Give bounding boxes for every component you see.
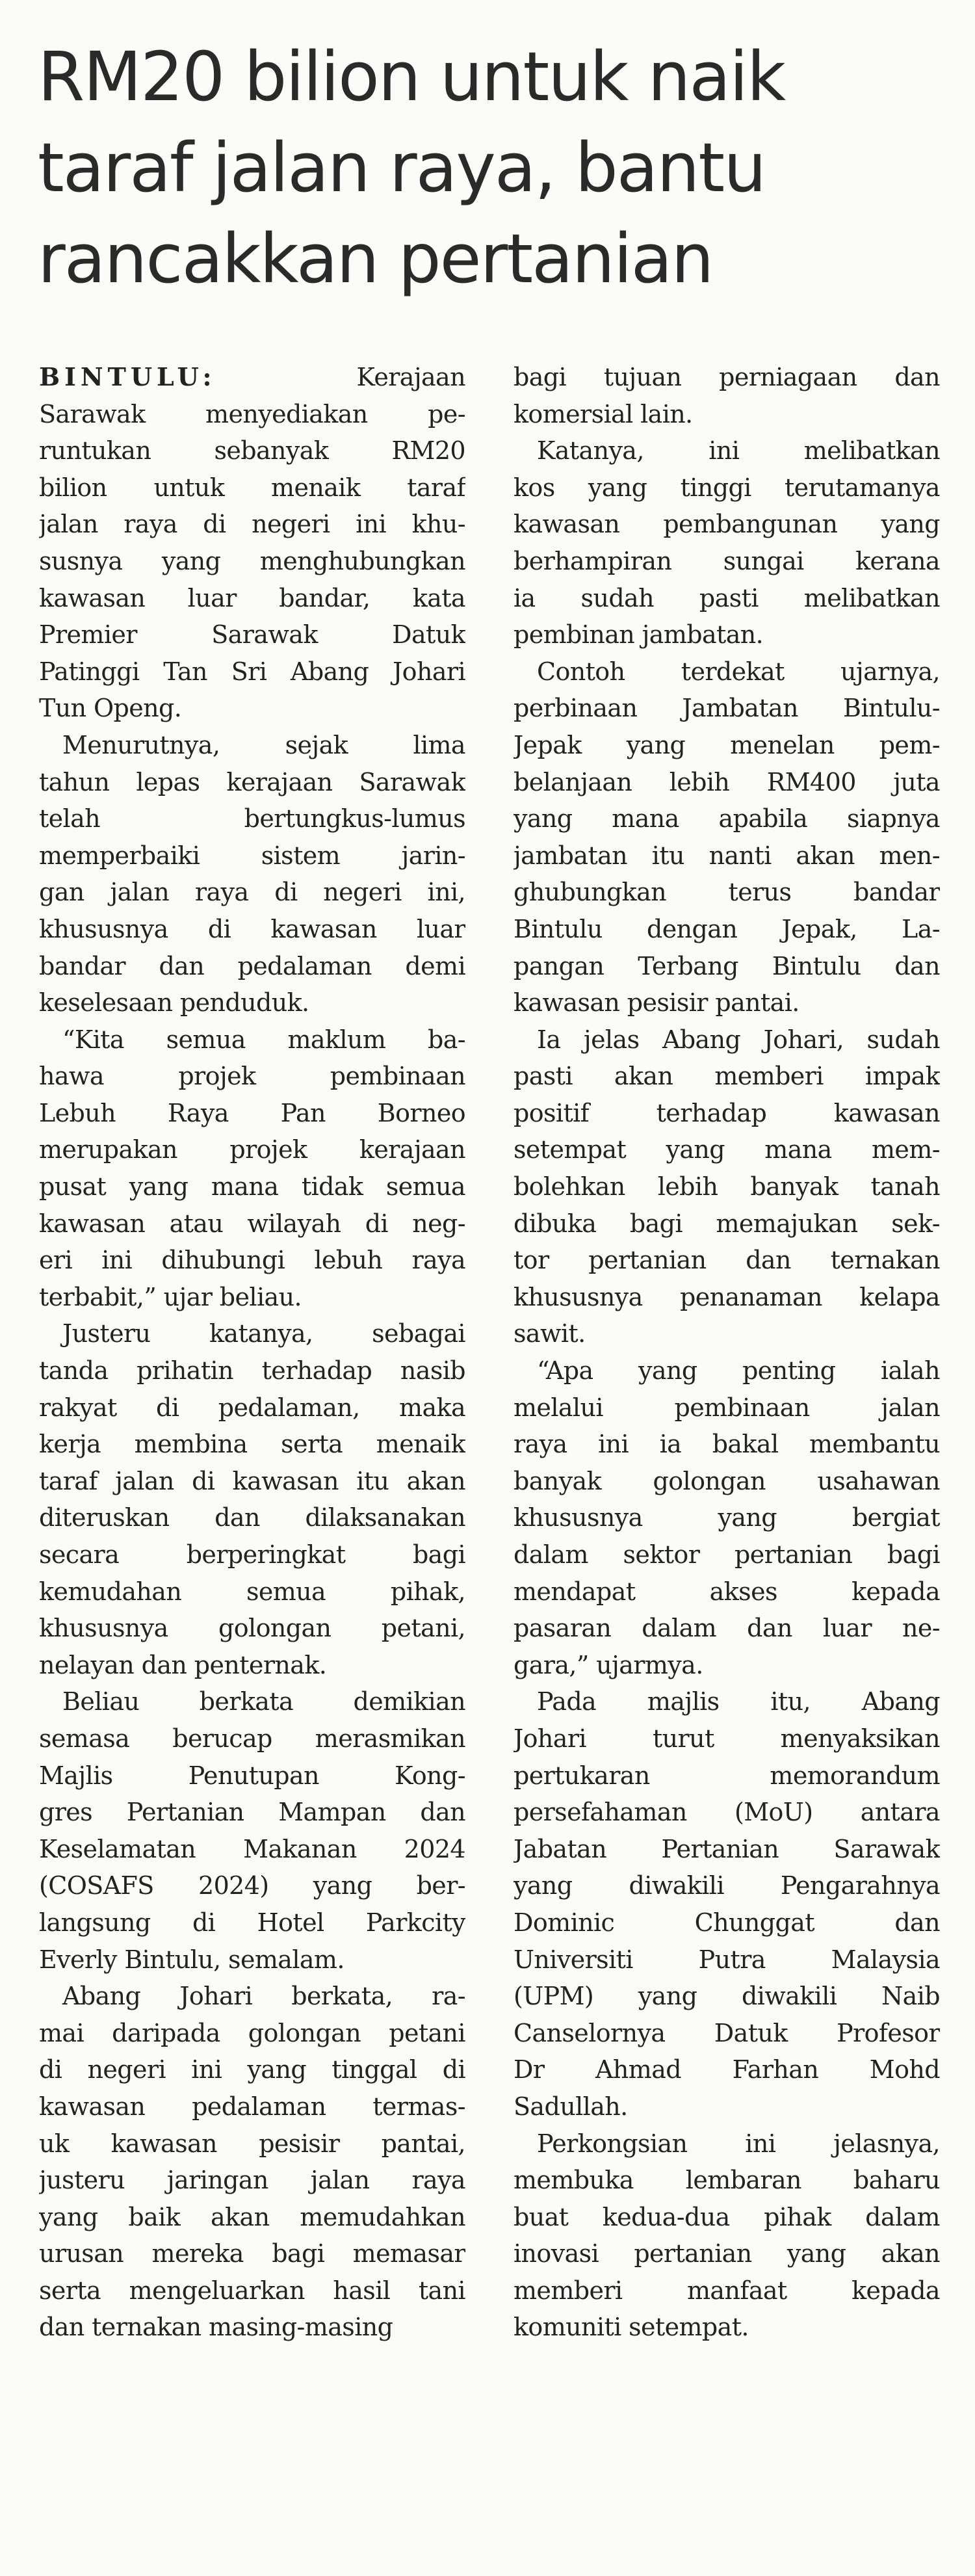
line-text: belanjaan lebih RM400 juta [514, 767, 940, 796]
article-column-left [39, 359, 465, 2346]
line-text: telah bertungkus-lumus [39, 804, 465, 834]
article-headline [38, 31, 941, 304]
line-text: urusan mereka bagi memasar [39, 2239, 465, 2268]
line-text: persefahaman (MoU) antara [514, 1798, 940, 1827]
paragraph-line [514, 1978, 940, 2015]
paragraph-line [39, 2199, 465, 2236]
line-text: pasti akan memberi impak [514, 1062, 940, 1091]
paragraph-line [39, 1315, 465, 1352]
article-paragraph [39, 1021, 465, 1316]
paragraph-line [39, 1941, 465, 1978]
line-text: Dr Ahmad Farhan Mohd [514, 2055, 940, 2084]
paragraph-line [514, 1794, 940, 1831]
line-text: pembinan jambatan. [514, 620, 764, 650]
paragraph-line [39, 1683, 465, 1720]
paragraph-line [39, 984, 465, 1021]
paragraph-line [39, 2272, 465, 2309]
line-text: dalam sektor pertanian bagi [514, 1540, 940, 1569]
paragraph-line [39, 432, 465, 469]
paragraph-line [39, 2235, 465, 2272]
paragraph-line [39, 616, 465, 653]
paragraph-line [39, 1168, 465, 1205]
paragraph-line [39, 1867, 465, 1904]
paragraph-line [39, 764, 465, 801]
line-text: membuka lembaran baharu [514, 2166, 940, 2195]
line-text: Perkongsian ini jelasnya, [537, 2129, 940, 2158]
line-text: perbinaan Jambatan Bintulu- [514, 694, 940, 723]
line-text: raya ini ia bakal membantu [514, 1430, 940, 1459]
line-text: pertukaran memorandum [514, 1761, 940, 1790]
paragraph-line [514, 1941, 940, 1978]
paragraph-line [39, 948, 465, 985]
paragraph-line [39, 1757, 465, 1794]
line-text: kawasan atau wilayah di neg- [39, 1209, 465, 1238]
paragraph-line [514, 2015, 940, 2052]
paragraph-line [39, 2088, 465, 2125]
line-text: mendapat akses kepada [514, 1577, 940, 1606]
article-paragraph [39, 727, 465, 1021]
dateline: BINTULU: [39, 362, 216, 391]
line-text: ia sudah pasti melibatkan [514, 583, 940, 612]
paragraph-line [514, 2162, 940, 2199]
paragraph-line [514, 1610, 940, 1647]
line-text: sawit. [514, 1319, 586, 1348]
line-text: dibuka bagi memajukan sek- [514, 1209, 940, 1238]
paragraph-line [39, 1463, 465, 1500]
paragraph-line [514, 1573, 940, 1610]
line-text: serta mengeluarkan hasil tani [39, 2276, 465, 2305]
line-text: susnya yang menghubungkan [39, 546, 465, 575]
paragraph-line [39, 1720, 465, 1757]
paragraph-line [514, 469, 940, 506]
line-text: dan ternakan masing-masing [39, 2313, 393, 2342]
line-text: merupakan projek kerajaan [39, 1135, 465, 1164]
paragraph-line [514, 543, 940, 580]
paragraph-line [514, 800, 940, 837]
line-text: Patinggi Tan Sri Abang Johari [39, 657, 465, 686]
paragraph-line [39, 911, 465, 948]
line-text: justeru jaringan jalan raya [39, 2166, 465, 2195]
paragraph-line [514, 764, 940, 801]
line-text: kawasan pesisir pantai. [514, 988, 800, 1018]
paragraph-line [514, 1683, 940, 1720]
line-text: komuniti setempat. [514, 2313, 749, 2342]
paragraph-line [39, 1131, 465, 1168]
paragraph-line [514, 1904, 940, 1941]
line-text: Lebuh Raya Pan Borneo [39, 1098, 465, 1127]
line-text: setempat yang mana mem- [514, 1135, 940, 1164]
line-text: secara berperingkat bagi [39, 1540, 465, 1569]
paragraph-line [39, 2309, 465, 2346]
paragraph-line [514, 616, 940, 653]
line-text: khususnya yang bergiat [514, 1503, 940, 1532]
paragraph-line [514, 690, 940, 727]
line-text: yang diwakili Pengarahnya [514, 1871, 940, 1900]
line-text: langsung di Hotel Parkcity [39, 1908, 465, 1937]
line-text: Ia jelas Abang Johari, sudah [537, 1025, 940, 1054]
paragraph-line [514, 1021, 940, 1058]
line-text: khususnya penanaman kelapa [514, 1282, 940, 1311]
line-text: kawasan luar bandar, kata [39, 583, 465, 612]
paragraph-line [514, 359, 940, 396]
paragraph-line [514, 396, 940, 433]
paragraph-line [514, 1867, 940, 1904]
paragraph-line [514, 1831, 940, 1868]
paragraph-line [39, 1573, 465, 1610]
line-text: (COSAFS 2024) yang ber- [39, 1871, 465, 1900]
paragraph-line [39, 1021, 465, 1058]
paragraph-line [514, 1242, 940, 1279]
paragraph-line [514, 580, 940, 617]
line-text: bolehkan lebih banyak tanah [514, 1172, 940, 1202]
line-text: kawasan pedalaman termas- [39, 2092, 465, 2121]
line-text: semasa berucap merasmikan [39, 1724, 465, 1753]
paragraph-line [39, 1610, 465, 1647]
line-text: melalui pembinaan jalan [514, 1393, 940, 1422]
line-text: Jabatan Pertanian Sarawak [514, 1834, 940, 1863]
line-text: hawa projek pembinaan [39, 1062, 465, 1091]
paragraph-line [39, 1831, 465, 1868]
line-text: memberi manfaat kepada [514, 2276, 940, 2305]
line-text: Keselamatan Makanan 2024 [39, 1834, 465, 1863]
paragraph-line [39, 653, 465, 690]
paragraph-line [39, 1058, 465, 1095]
paragraph-line [514, 1168, 940, 1205]
article-paragraph [514, 1352, 940, 1683]
paragraph-line [39, 2162, 465, 2199]
paragraph-line [514, 1499, 940, 1536]
line-text: jalan raya di negeri ini khu- [39, 510, 465, 539]
paragraph-line [514, 2088, 940, 2125]
line-text: Kerajaan [356, 363, 465, 391]
paragraph-line [514, 948, 940, 985]
paragraph-line [39, 1352, 465, 1389]
paragraph-line [514, 1205, 940, 1242]
paragraph-line [514, 2051, 940, 2088]
line-text: pangan Terbang Bintulu dan [514, 951, 940, 980]
line-text: Justeru katanya, sebagai [62, 1319, 465, 1348]
paragraph-line [514, 911, 940, 948]
line-text: positif terhadap kawasan [514, 1098, 940, 1127]
paragraph-line [39, 874, 465, 911]
paragraph-line [39, 469, 465, 506]
line-text: tanda prihatin terhadap nasib [39, 1356, 465, 1386]
line-text: terbabit,” ujar beliau. [39, 1282, 302, 1311]
line-text: khususnya golongan petani, [39, 1614, 465, 1643]
article-paragraph [39, 1683, 465, 1978]
line-text: Menurutnya, sejak lima [62, 730, 465, 759]
line-text: Everly Bintulu, semalam. [39, 1945, 344, 1974]
paragraph-line [514, 1131, 940, 1168]
line-text: bandar dan pedalaman demi [39, 951, 465, 980]
paragraph-line [39, 1242, 465, 1279]
article-column-right [514, 359, 940, 2346]
line-text: gan jalan raya di negeri ini, [39, 878, 465, 907]
line-text: inovasi pertanian yang akan [514, 2239, 940, 2268]
line-text: bilion untuk menaik taraf [39, 473, 465, 502]
paragraph-line [514, 2235, 940, 2272]
line-text: Sarawak menyediakan pe- [39, 399, 465, 428]
line-text: eri ini dihubungi lebuh raya [39, 1246, 465, 1275]
line-text: gara,” ujarmya. [514, 1650, 703, 1679]
article-paragraph [39, 359, 465, 727]
line-text: diteruskan dan dilaksanakan [39, 1503, 465, 1532]
paragraph-line [39, 359, 465, 396]
line-text: banyak golongan usahawan [514, 1466, 940, 1495]
paragraph-line [514, 1720, 940, 1757]
paragraph-line [39, 1536, 465, 1573]
line-text: yang baik akan memudahkan [39, 2202, 465, 2231]
paragraph-line [514, 1279, 940, 1316]
line-text: berhampiran sungai kerana [514, 546, 940, 575]
paragraph-line [514, 837, 940, 874]
line-text: keselesaan penduduk. [39, 988, 309, 1018]
line-text: gres Pertanian Mampan dan [39, 1798, 465, 1827]
paragraph-line [39, 2125, 465, 2162]
line-text: Contoh terdekat ujarnya, [537, 657, 940, 686]
line-text: “Apa yang penting ialah [537, 1356, 940, 1386]
article-paragraph [514, 653, 940, 1021]
line-text: yang mana apabila siapnya [514, 804, 940, 834]
article-paragraph [39, 1315, 465, 1683]
line-text: runtukan sebanyak RM20 [39, 436, 465, 466]
line-text: mai daripada golongan petani [39, 2018, 465, 2047]
paragraph-line [514, 1352, 940, 1389]
paragraph-line [39, 727, 465, 764]
paragraph-line [514, 984, 940, 1021]
paragraph-line [514, 1315, 940, 1352]
line-text: Dominic Chunggat dan [514, 1908, 940, 1937]
line-text: Sadullah. [514, 2092, 628, 2121]
line-text: khususnya di kawasan luar [39, 914, 465, 943]
headline-line: rancakkan pertanian [38, 219, 713, 298]
paragraph-line [514, 727, 940, 764]
paragraph-line [514, 2199, 940, 2236]
paragraph-line [39, 1389, 465, 1426]
line-text: di negeri ini yang tinggal di [39, 2055, 465, 2084]
line-text: Tun Openg. [39, 694, 182, 723]
paragraph-line [514, 1426, 940, 1463]
paragraph-line [39, 1279, 465, 1316]
line-text: “Kita semua maklum ba- [62, 1025, 465, 1054]
paragraph-line [514, 1389, 940, 1426]
line-text: Johari turut menyaksikan [514, 1724, 940, 1753]
paragraph-line [514, 1536, 940, 1573]
line-text: tahun lepas kerajaan Sarawak [39, 767, 465, 796]
line-text: kos yang tinggi terutamanya [514, 473, 940, 502]
article-paragraph [514, 1683, 940, 2125]
paragraph-line [39, 800, 465, 837]
line-text: memperbaiki sistem jarin- [39, 841, 465, 870]
paragraph-line [514, 1058, 940, 1095]
paragraph-line [514, 432, 940, 469]
paragraph-line [39, 2015, 465, 2052]
paragraph-line [514, 1647, 940, 1684]
line-text: Majlis Penutupan Kong- [39, 1761, 465, 1790]
article-paragraph [514, 2125, 940, 2346]
headline-line: RM20 bilion untuk naik [38, 37, 785, 116]
paragraph-line [39, 1499, 465, 1536]
paragraph-line [514, 1095, 940, 1132]
paragraph-line [39, 506, 465, 543]
paragraph-line [39, 1904, 465, 1941]
article-paragraph [514, 1021, 940, 1352]
article-paragraph [39, 1978, 465, 2346]
line-text: Premier Sarawak Datuk [39, 620, 465, 650]
line-text: pusat yang mana tidak semua [39, 1172, 465, 1202]
paragraph-line [514, 2309, 940, 2346]
line-text: Abang Johari berkata, ra- [62, 1982, 465, 2011]
line-text: ghubungkan terus bandar [514, 878, 940, 907]
line-text: pasaran dalam dan luar ne- [514, 1614, 940, 1643]
line-text: Universiti Putra Malaysia [514, 1945, 940, 1974]
paragraph-line [39, 690, 465, 727]
paragraph-line [514, 506, 940, 543]
line-text: kawasan pembangunan yang [514, 510, 940, 539]
paragraph-line [39, 837, 465, 874]
paragraph-line [514, 874, 940, 911]
paragraph-line [514, 2125, 940, 2162]
line-text: Beliau berkata demikian [62, 1687, 465, 1716]
paragraph-line [514, 2272, 940, 2309]
line-text: Jepak yang menelan pem- [514, 730, 940, 759]
paragraph-line [39, 1978, 465, 2015]
paragraph-line [39, 1794, 465, 1831]
paragraph-line [514, 1463, 940, 1500]
line-text: bagi tujuan perniagaan dan [514, 363, 940, 391]
line-text: kemudahan semua pihak, [39, 1577, 465, 1606]
paragraph-line [39, 1426, 465, 1463]
paragraph-line [39, 396, 465, 433]
line-text: tor pertanian dan ternakan [514, 1246, 940, 1275]
headline-line: taraf jalan raya, bantu [38, 128, 766, 207]
line-text: uk kawasan pesisir pantai, [39, 2129, 465, 2158]
paragraph-line [39, 543, 465, 580]
line-text: buat kedua-dua pihak dalam [514, 2202, 940, 2231]
line-text: Bintulu dengan Jepak, La- [514, 914, 940, 943]
paragraph-line [39, 1647, 465, 1684]
paragraph-line [39, 1095, 465, 1132]
paragraph-line [39, 580, 465, 617]
line-text: nelayan dan penternak. [39, 1650, 327, 1679]
paragraph-line [514, 653, 940, 690]
line-text: (UPM) yang diwakili Naib [514, 1982, 940, 2011]
line-text: rakyat di pedalaman, maka [39, 1393, 465, 1422]
paragraph-line [514, 1757, 940, 1794]
line-text: Katanya, ini melibatkan [537, 436, 940, 466]
line-text: Canselornya Datuk Profesor [514, 2018, 940, 2047]
line-text: taraf jalan di kawasan itu akan [39, 1466, 465, 1495]
line-text: kerja membina serta menaik [39, 1430, 465, 1459]
line-text: jambatan itu nanti akan men- [514, 841, 940, 870]
line-text: Pada majlis itu, Abang [537, 1687, 940, 1716]
paragraph-line [39, 1205, 465, 1242]
article-paragraph [514, 359, 940, 432]
article-paragraph [514, 432, 940, 653]
line-text: komersial lain. [514, 399, 693, 428]
paragraph-line [39, 2051, 465, 2088]
